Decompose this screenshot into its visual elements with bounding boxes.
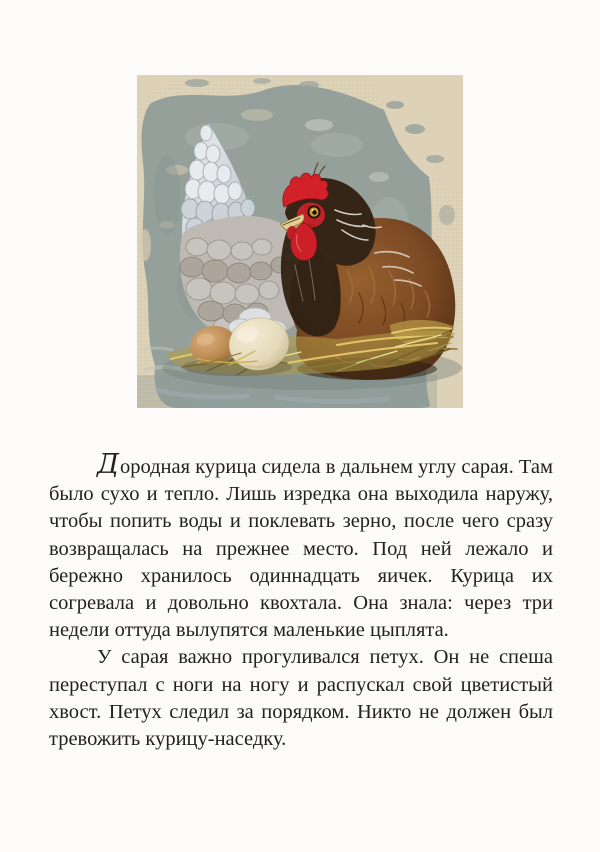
hen-on-nest-image bbox=[137, 75, 463, 408]
eye bbox=[308, 206, 321, 219]
drop-cap: Д bbox=[97, 449, 120, 480]
hen-illustration bbox=[137, 75, 463, 408]
story-paragraph-2 bbox=[49, 644, 553, 753]
story-text bbox=[49, 451, 553, 753]
story-paragraph-1 bbox=[49, 451, 553, 644]
paragraph-1-text: ородная курица сидела в дальнем углу сарая. Там было сухо и тепло. Лишь изредка она выходила наружу, чтобы попить воды и поклевать зерно, после чего сразу возвращалась на прежнее место. Под ней лежало и бережно хранилось одиннадцать яичек. Курица их согревала и довольно квохтала. Она знала: через три недели оттуда вылупятся маленькие цыплята. bbox=[49, 456, 553, 642]
paragraph-2-text: У сарая важно прогуливался петух. Он не спеша переступал с ноги на ногу и распускал свой цветистый хвост. Петух следил за порядком. Никто не должен был тревожить курицу-наседку. bbox=[49, 646, 553, 751]
